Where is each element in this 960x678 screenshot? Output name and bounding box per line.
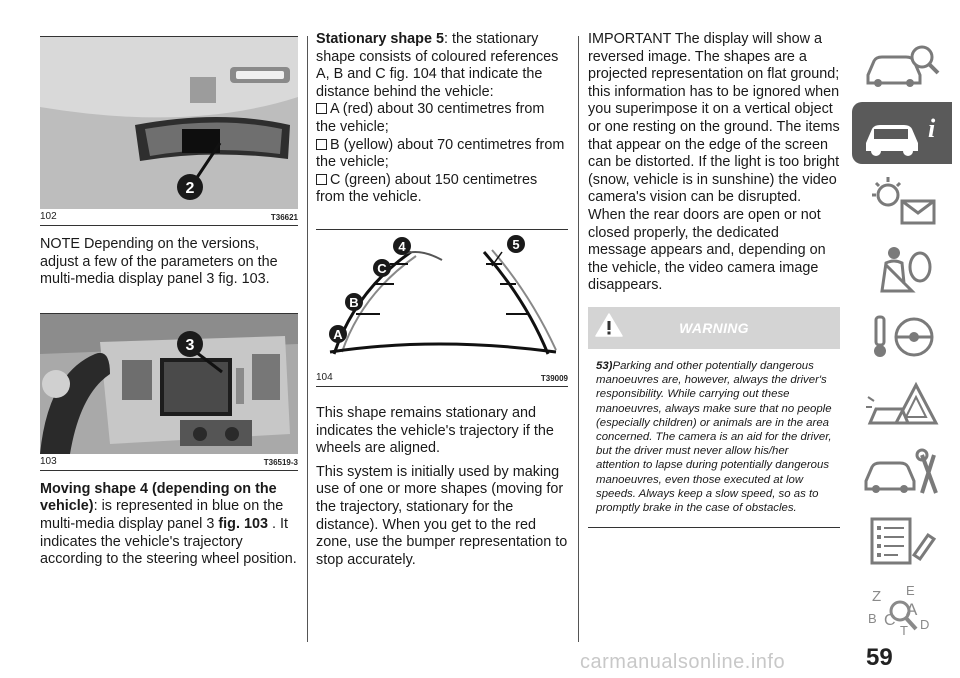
svg-text:A: A: [906, 600, 918, 619]
callout-3: 3: [185, 336, 195, 354]
svg-text:B: B: [868, 611, 877, 626]
sidebar-item-car-info[interactable]: [852, 102, 952, 164]
guideline-diagram: [316, 230, 568, 370]
checkbox-bullet-icon: [316, 174, 327, 185]
svg-text:Z: Z: [872, 588, 882, 605]
warning-text: Parking and other potentially dangerous manoeuvres are, however, always the driver's responsibility. While carrying out these manoeuvres, always make sure that no people (especially children) or animals are in the area concerned. The camera is an aid for the driver, but the driver must never allow his/her attention to lapse during potentially dangerous manoeuvres, even those executed at low speeds. Always keep a slow speed, so as to promptly brake in the case of obstacles.: [596, 359, 832, 514]
warning-light-message-icon: [862, 175, 942, 227]
svg-text:5: 5: [512, 236, 520, 252]
stationary-shape-heading: Stationary shape 5: [316, 31, 444, 47]
label-a: [329, 325, 347, 343]
column-2: [316, 31, 568, 569]
figure-code: T39009: [540, 373, 568, 383]
label-5: [507, 235, 525, 253]
sidebar-item-starting-driving[interactable]: [852, 306, 952, 368]
note-text: NOTE Depending on the versions, adjust a few of the parameters on the multi-media display panel 3 fig. 103.: [40, 236, 278, 288]
column-1: [40, 36, 298, 569]
page-number: 59: [866, 644, 893, 671]
moving-shape-heading: Moving shape 4 (depending on the vehicle): [40, 480, 277, 515]
figure-number: 104: [316, 371, 333, 383]
car-search-icon: [862, 39, 942, 91]
figure-code: T36519-3: [263, 457, 298, 467]
svg-text:C: C: [377, 260, 387, 276]
paragraph-stationary-trajectory: This shape remains stationary and indicates the vehicle's trajectory if the wheels are aligned.: [316, 404, 554, 457]
sidebar-item-car-search[interactable]: [852, 34, 952, 96]
car-maintenance-icon: [862, 447, 942, 499]
emergency-triangle-icon: [862, 379, 942, 431]
svg-text:i: i: [928, 114, 936, 143]
sidebar-item-warning-lights[interactable]: [852, 170, 952, 232]
technical-data-list-icon: [862, 515, 942, 567]
warning-triangle-icon: [594, 312, 624, 338]
moving-shape-paragraph: Moving shape 4 (depending on the vehicle): is represented in blue on the multi-media display panel 3 fig. 103 . It indicates the vehicle's trajectory according to the steering wheel position.: [40, 480, 297, 568]
key-steering-wheel-icon: [862, 311, 942, 363]
alphabetical-index-icon: [862, 581, 942, 637]
svg-text:A: A: [333, 326, 343, 342]
figure-103: [40, 313, 298, 471]
paragraph-system-usage: This system is initially used by making use of one or more shapes (moving for the trajectory, stationary for the distance). When you get to the red zone, use the bumper representation to stop accurately.: [316, 463, 568, 568]
warning-box: [588, 307, 840, 528]
sidebar-item-maintenance[interactable]: [852, 442, 952, 504]
svg-text:T: T: [900, 623, 908, 637]
column-divider: [578, 36, 579, 642]
svg-text:E: E: [906, 583, 915, 598]
label-b: [345, 293, 363, 311]
figure-104: [316, 229, 568, 387]
airbag-seatbelt-icon: [862, 243, 942, 295]
figure-number: 102: [40, 211, 57, 222]
rearview-mirror-photo: [40, 37, 298, 209]
important-paragraph: IMPORTANT The display will show a reversed image. The shapes are a projected representation on flat ground; this information has to be ignored when you superimpose it on a vertical object or one resting on the ground. The items that appear on the edge of the screen can be distorted. If the light is too bright (snow, vehicle is in sunshine) the video camera's vision can be disrupted. When the rear doors are open or not closed properly, the dedicated message appears and, depending on the vehicle, the video camera image disappears.: [588, 31, 840, 294]
label-c: [373, 259, 391, 277]
svg-text:C: C: [884, 612, 896, 629]
warning-title: WARNING: [679, 319, 749, 336]
figure-number: 103: [40, 455, 57, 467]
svg-text:4: 4: [398, 238, 406, 254]
bullet-item-a: A (red) about 30 centimetres from the vehicle;: [316, 101, 545, 135]
warning-header: [588, 307, 840, 349]
car-info-icon: [862, 107, 942, 159]
callout-2: 2: [185, 180, 195, 197]
warning-body: [588, 349, 840, 527]
warning-number: 53): [596, 359, 613, 372]
sidebar-item-safety[interactable]: [852, 238, 952, 300]
checkbox-bullet-icon: [316, 103, 327, 114]
svg-text:D: D: [920, 617, 930, 632]
chapter-sidebar: [852, 34, 952, 646]
svg-text:B: B: [349, 294, 359, 310]
bullet-item-c: C (green) about 150 centimetres from the vehicle.: [316, 171, 538, 206]
bullet-item-b: B (yellow) about 70 centimetres from the vehicle;: [316, 136, 565, 171]
figure-code: T36621: [270, 213, 298, 222]
column-divider: [307, 36, 308, 642]
sidebar-item-index[interactable]: [852, 578, 952, 640]
label-4: [393, 237, 411, 255]
footer-watermark: carmanualsonline.info: [580, 651, 786, 673]
figure-reference: fig. 103: [218, 515, 268, 532]
checkbox-bullet-icon: [316, 139, 327, 150]
sidebar-item-emergency[interactable]: [852, 374, 952, 436]
stationary-shape-paragraph: Stationary shape 5: the stationary shape consists of coloured references A, B and C fig. 104 that indicate the distance behind the vehicle:: [316, 31, 559, 100]
figure-102: [40, 36, 298, 226]
dashboard-photo: [40, 314, 298, 454]
column-3: [588, 31, 840, 528]
sidebar-item-technical-data[interactable]: [852, 510, 952, 572]
